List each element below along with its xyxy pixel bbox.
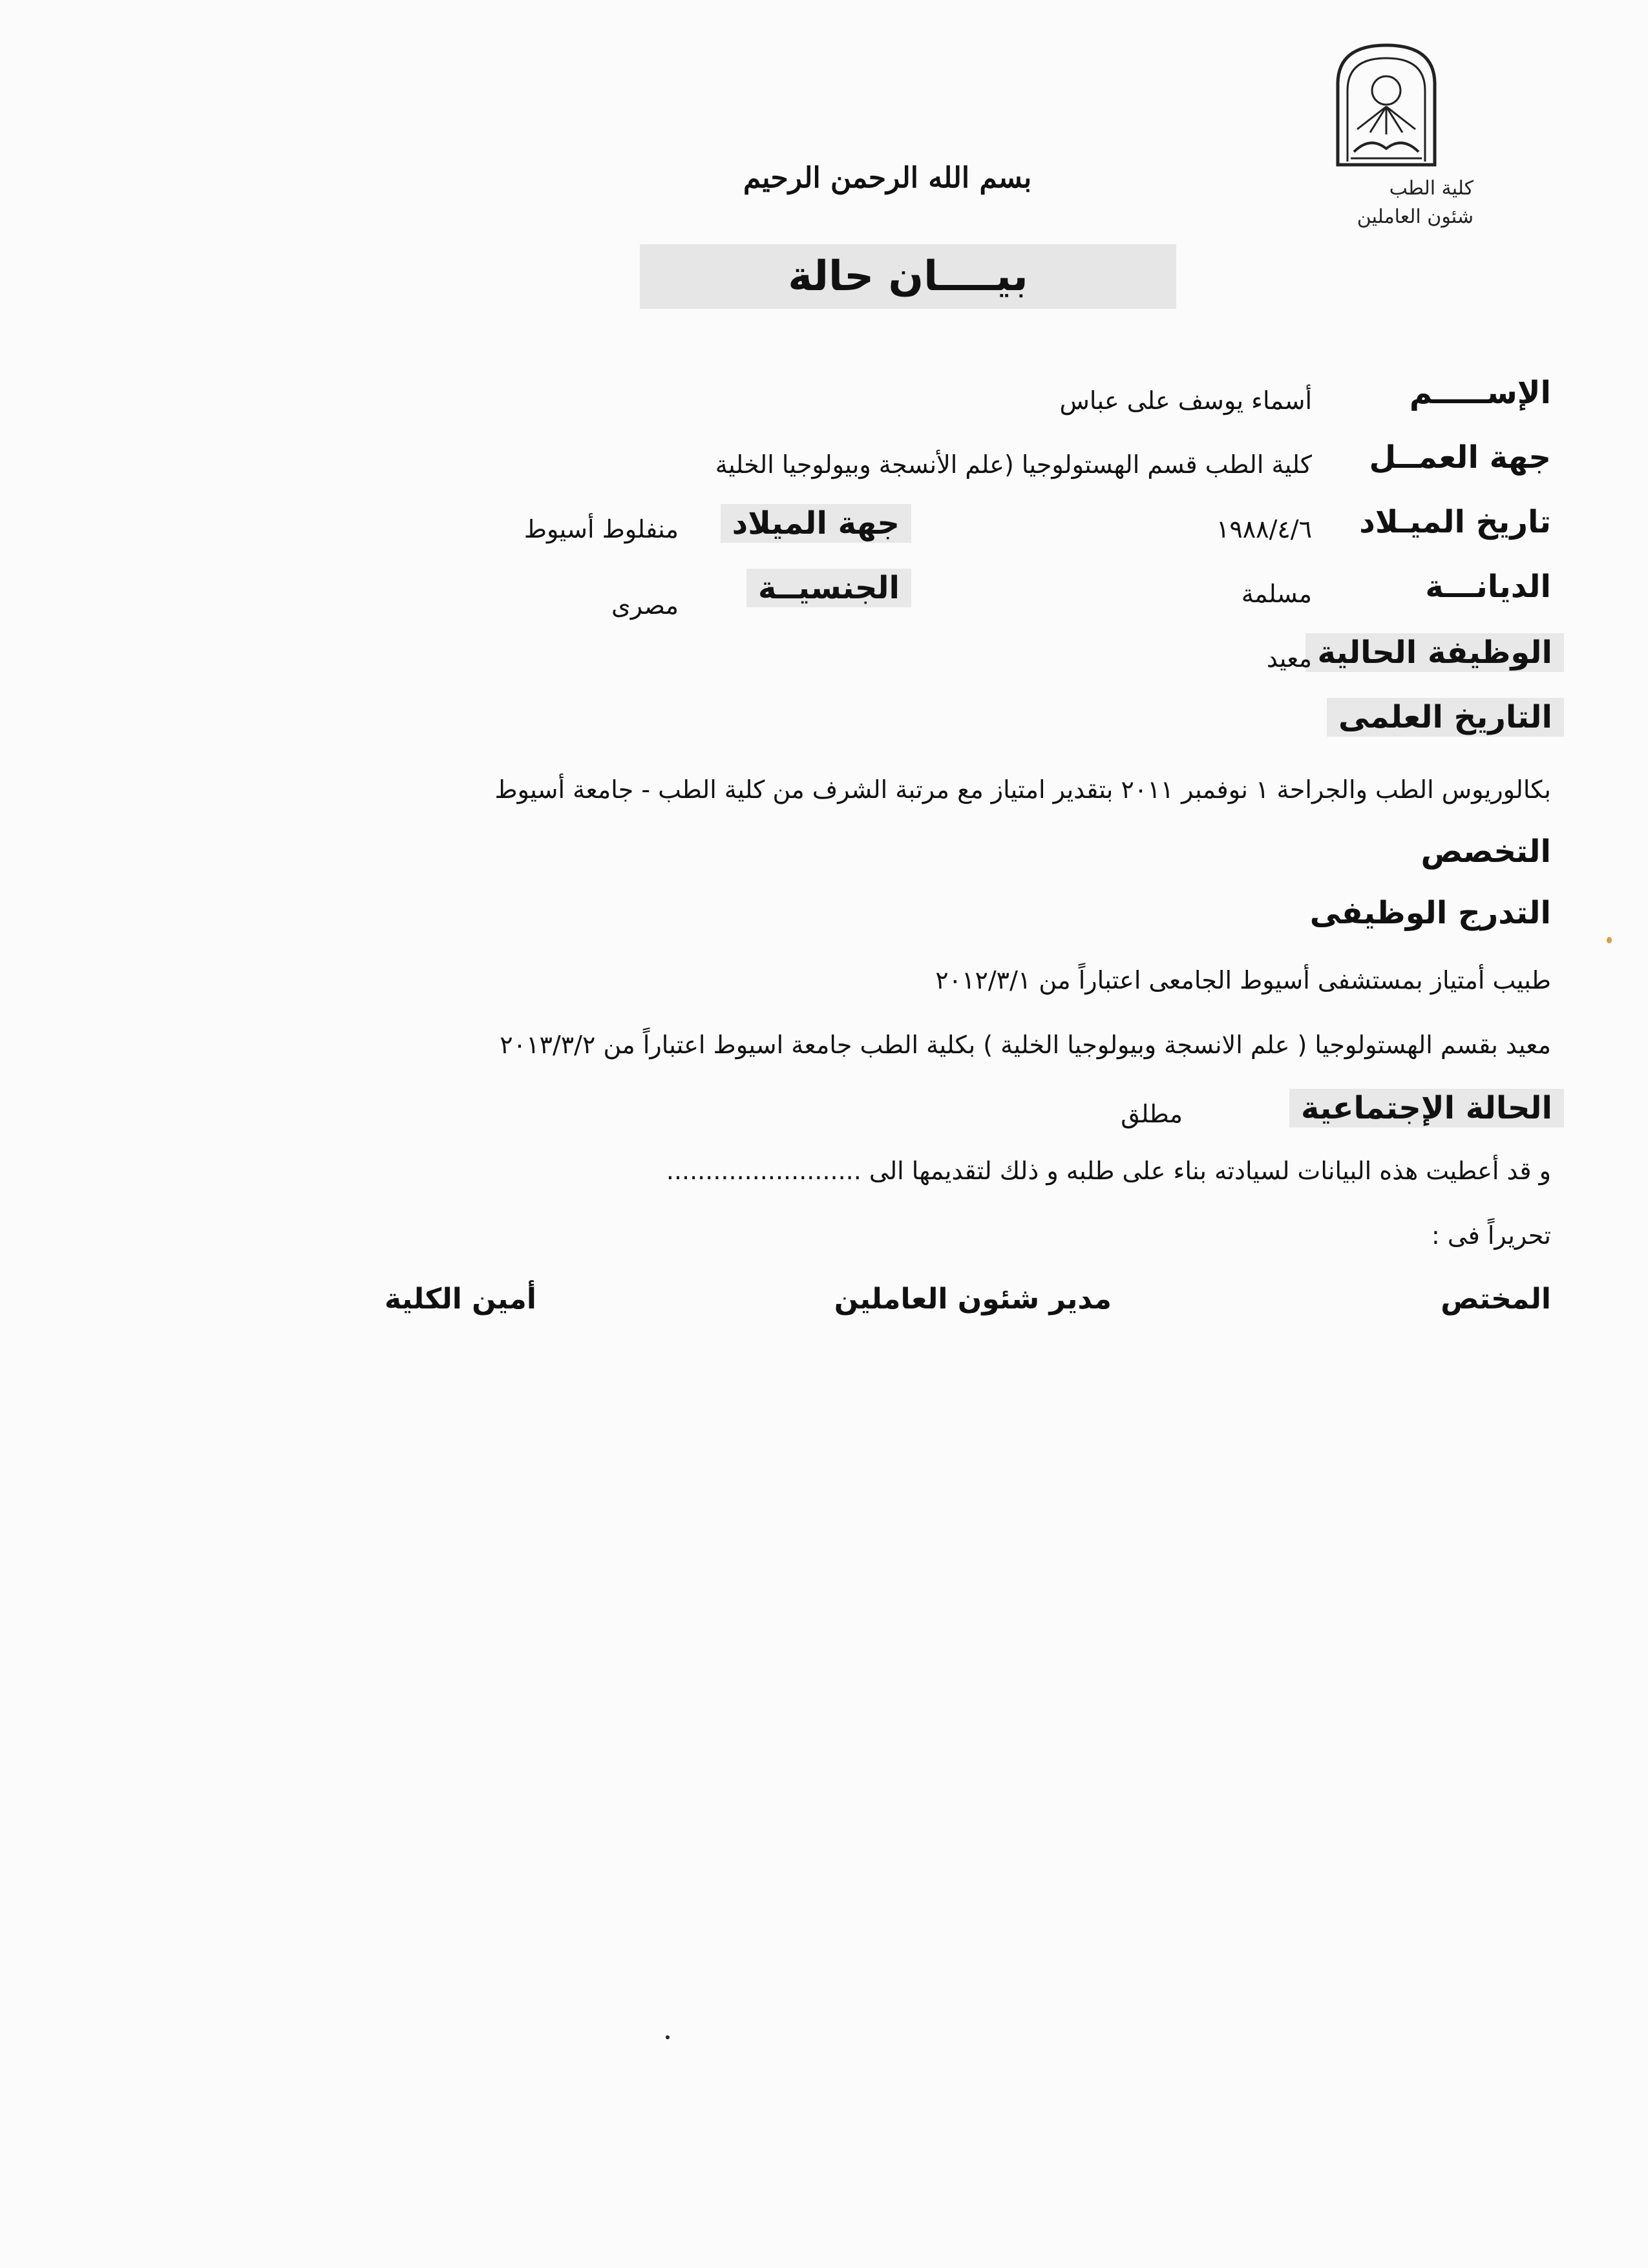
career-line-1: طبيب أمتياز بمستشفى أسيوط الجامعى اعتباراً من ٢٠١٢/٣/١ xyxy=(935,966,1551,994)
religion-value: مسلمة xyxy=(1241,580,1312,608)
university-logo xyxy=(1331,39,1441,168)
nationality-value: مصرى xyxy=(611,591,679,620)
workplace-label: جهة العمــل xyxy=(1369,439,1551,476)
name-label: الإســـــم xyxy=(1409,375,1551,411)
birth-place-value: منفلوط أسيوط xyxy=(523,515,679,543)
scan-speck xyxy=(1607,937,1612,943)
religion-label: الديانـــة xyxy=(1425,569,1551,605)
faculty-name: كلية الطب xyxy=(1389,177,1474,200)
marital-status-label: الحالة الإجتماعية xyxy=(1289,1089,1564,1128)
birth-date-value: ١٩٨٨/٤/٦ xyxy=(1216,515,1312,543)
scan-speck xyxy=(666,2035,670,2039)
marital-status-value: مطلق xyxy=(1121,1100,1183,1128)
academic-history-label: التاريخ العلمى xyxy=(1327,698,1564,737)
academic-history-line: بكالوريوس الطب والجراحة ١ نوفمبر ٢٠١١ بتقدير امتياز مع مرتبة الشرف من كلية الطب - جامعة أسيوط xyxy=(494,775,1551,804)
signature-hr-manager: مدير شئون العاملين xyxy=(834,1283,1112,1316)
birth-place-label: جهة الميلاد xyxy=(721,504,911,543)
nationality-label: الجنسيــة xyxy=(746,569,911,607)
organization-name xyxy=(1312,174,1474,231)
workplace-value: كلية الطب قسم الهستولوجيا (علم الأنسجة وبيولوجيا الخلية xyxy=(715,450,1312,479)
birth-date-label: تاريخ الميـلاد xyxy=(1359,504,1551,540)
specialty-label: التخصص xyxy=(1421,834,1551,870)
signature-officer: المختص xyxy=(1441,1283,1551,1316)
closing-statement: و قد أعطيت هذه البيانات لسيادته بناء على طلبه و ذلك لتقديمها الى ......................... xyxy=(666,1157,1551,1185)
department-name: شئون العاملين xyxy=(1357,205,1474,228)
career-line-2: معيد بقسم الهستولوجيا ( علم الانسجة وبيولوجيا الخلية ) بكلية الطب جامعة اسيوط اعتباراً من ٢٠١٣/٣/٢ xyxy=(500,1031,1551,1059)
basmala: بسم الله الرحمن الرحيم xyxy=(743,162,1032,194)
current-job-value: معيد xyxy=(1266,644,1312,673)
career-progression-label: التدرج الوظيفى xyxy=(1309,895,1551,931)
document-title: بيــــان حالة xyxy=(788,253,1028,300)
written-in: تحريراً فى : xyxy=(1431,1221,1551,1250)
signature-college-secretary: أمين الكلية xyxy=(385,1283,536,1316)
name-value: أسماء يوسف على عباس xyxy=(1059,386,1312,415)
current-job-label: الوظيفة الحالية xyxy=(1305,633,1564,672)
